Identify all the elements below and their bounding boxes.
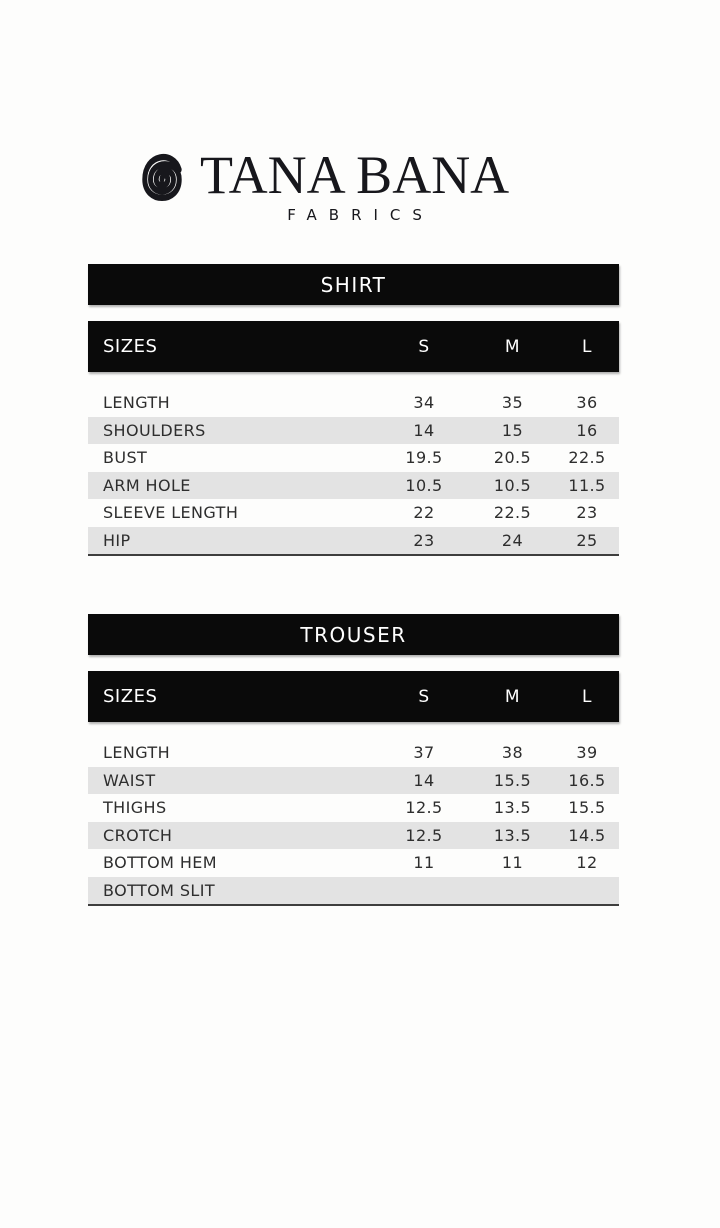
brand-text [200,145,510,224]
row-value-l: 25 [576,530,598,550]
row-value-s: 10.5 [405,475,443,495]
table-row [88,849,619,877]
row-value-l: 16 [576,420,598,440]
row-label: LENGTH [103,743,171,763]
trouser-table-title: TROUSER [88,614,619,655]
shirt-table-title: SHIRT [88,264,619,305]
row-value-l: 22.5 [568,448,606,468]
spiral-icon [140,150,184,204]
row-value-l: 14.5 [568,825,606,845]
table-row [88,389,619,417]
row-label: SLEEVE LENGTH [103,503,239,523]
sizes-header-label: SIZES [103,686,158,707]
brand-name: TANA BANA [200,145,510,205]
row-label: BOTTOM SLIT [103,880,216,900]
row-value-m: 35 [501,393,524,413]
table-row [88,877,619,905]
row-label: BOTTOM HEM [103,853,217,873]
table-row [88,822,619,850]
row-value-s: 14 [413,420,435,440]
column-header-l: L [582,336,592,357]
table-row [88,499,619,527]
row-value-l: 15.5 [568,798,606,818]
table-row [88,739,619,767]
row-value-m: 11 [501,853,524,873]
table-row [88,472,619,500]
shirt-size-table [88,264,619,556]
row-value-s: 11 [413,853,435,873]
row-value-l: 39 [576,743,598,763]
row-value-s: 23 [413,530,435,550]
table-row [88,527,619,555]
row-label: CROTCH [103,825,173,845]
row-value-s: 14 [413,770,435,790]
trouser-size-table [88,614,619,906]
row-value-m: 13.5 [493,798,532,818]
row-label: ARM HOLE [103,475,191,495]
row-value-m: 15.5 [493,770,532,790]
row-value-m: 24 [501,530,524,550]
table-row [88,767,619,795]
column-header-s: S [418,336,430,357]
row-label: LENGTH [103,393,171,413]
trouser-table-header [88,671,619,722]
table-row [88,417,619,445]
content-wrapper [88,145,619,906]
row-value-s: 34 [413,393,435,413]
row-value-s: 12.5 [405,798,443,818]
column-header-m: M [504,686,521,707]
row-value-m: 13.5 [493,825,532,845]
row-value-s: 22 [413,503,435,523]
shirt-table-header [88,321,619,372]
row-label: HIP [103,530,131,550]
brand-logo [88,145,619,224]
row-value-l: 16.5 [568,770,606,790]
row-value-l: 11.5 [568,475,606,495]
row-value-m: 38 [501,743,524,763]
row-value-l: 23 [576,503,598,523]
column-header-m: M [504,336,521,357]
row-value-l: 12 [576,853,598,873]
row-value-m: 22.5 [493,503,532,523]
column-header-l: L [582,686,592,707]
brand-subtitle: FABRICS [287,206,434,224]
size-chart-page [0,145,720,1228]
table-row [88,794,619,822]
sizes-header-label: SIZES [103,336,158,357]
row-value-m: 20.5 [493,448,532,468]
row-value-l: 36 [576,393,598,413]
row-label: BUST [103,448,148,468]
row-value-s: 19.5 [405,448,443,468]
row-label: THIGHS [103,798,167,818]
row-value-s: 12.5 [405,825,443,845]
row-label: WAIST [103,770,156,790]
shirt-table-rows [88,389,619,556]
trouser-table-rows [88,739,619,906]
row-value-m: 15 [501,420,524,440]
row-value-m: 10.5 [493,475,532,495]
table-row [88,444,619,472]
row-value-s: 37 [413,743,435,763]
row-label: SHOULDERS [103,420,206,440]
column-header-s: S [418,686,430,707]
